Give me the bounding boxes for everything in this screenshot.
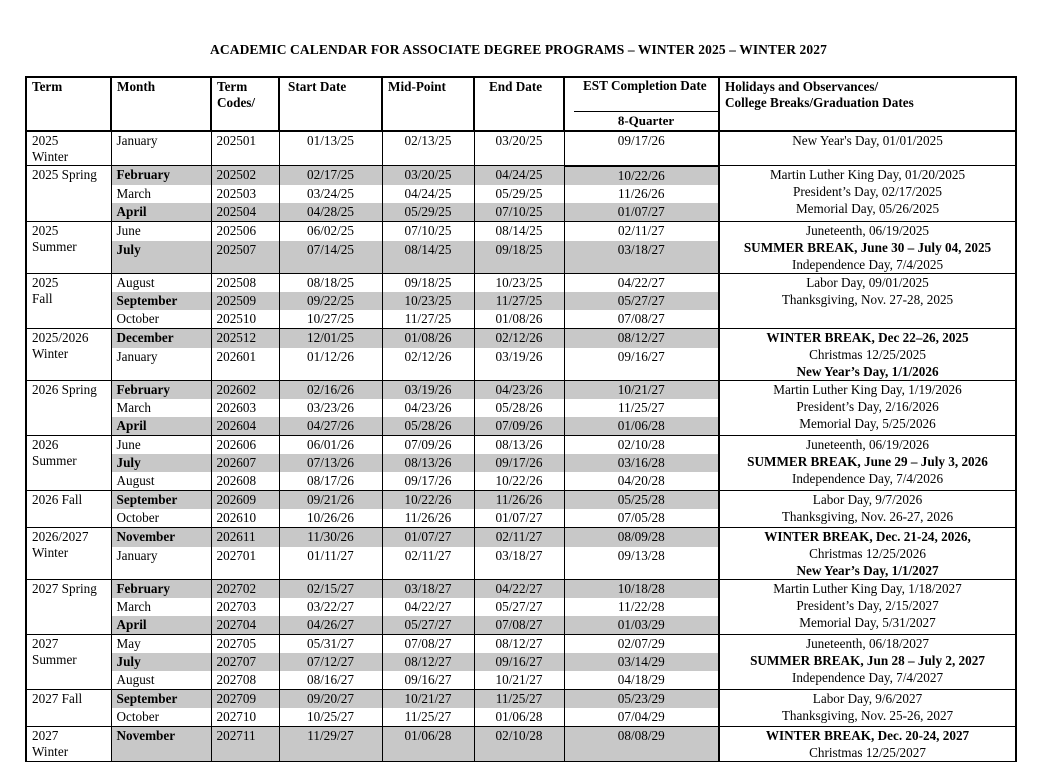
mid-point-cell: 08/14/25 bbox=[382, 241, 474, 273]
term-code-cell: 202504 bbox=[211, 203, 279, 222]
calendar-row bbox=[26, 527, 1016, 547]
term-name-cell bbox=[26, 634, 111, 689]
month-cell: April bbox=[111, 417, 211, 436]
header-holidays bbox=[719, 77, 1016, 131]
est-completion-cell: 07/05/28 bbox=[564, 509, 719, 528]
month-cell: May bbox=[111, 634, 211, 653]
term-code-cell: 202704 bbox=[211, 616, 279, 635]
end-date-cell: 01/07/27 bbox=[474, 509, 564, 528]
term-code-cell: 202606 bbox=[211, 435, 279, 454]
start-date-cell: 12/01/25 bbox=[279, 328, 382, 348]
month-cell: October bbox=[111, 310, 211, 329]
mid-point-cell: 02/11/27 bbox=[382, 547, 474, 579]
term-name-cell bbox=[26, 527, 111, 579]
holiday-line: Memorial Day, 05/26/2025 bbox=[795, 201, 940, 216]
college-break-line: SUMMER BREAK, Jun 28 – July 2, 2027 bbox=[750, 652, 985, 668]
holiday-line: Martin Luther King Day, 1/18/2027 bbox=[773, 580, 962, 596]
end-date-cell: 09/17/26 bbox=[474, 454, 564, 472]
end-date-cell: 04/24/25 bbox=[474, 166, 564, 185]
start-date-cell: 01/13/25 bbox=[279, 131, 382, 166]
holiday-line: Independence Day, 7/4/2026 bbox=[791, 470, 944, 486]
term-code-cell: 202602 bbox=[211, 380, 279, 399]
month-cell: March bbox=[111, 399, 211, 417]
start-date-cell: 07/14/25 bbox=[279, 241, 382, 273]
holidays-cell bbox=[719, 579, 1016, 634]
end-date-cell: 08/13/26 bbox=[474, 435, 564, 454]
mid-point-cell: 09/18/25 bbox=[382, 273, 474, 292]
term-code-cell: 202710 bbox=[211, 708, 279, 727]
calendar-body bbox=[26, 131, 1016, 761]
month-cell: December bbox=[111, 328, 211, 348]
calendar-row bbox=[26, 221, 1016, 241]
mid-point-cell: 07/10/25 bbox=[382, 221, 474, 241]
est-completion-cell: 03/18/27 bbox=[564, 241, 719, 273]
academic-calendar-table bbox=[25, 76, 1017, 762]
month-cell: August bbox=[111, 671, 211, 690]
end-date-cell: 03/19/26 bbox=[474, 348, 564, 380]
start-date-cell: 02/15/27 bbox=[279, 579, 382, 598]
holiday-line: Christmas 12/25/2025 bbox=[809, 346, 926, 362]
term-name-cell bbox=[26, 579, 111, 634]
start-date-cell: 09/21/26 bbox=[279, 490, 382, 509]
holiday-line: Thanksgiving, Nov. 25-26, 2027 bbox=[781, 707, 954, 723]
start-date-cell: 10/26/26 bbox=[279, 509, 382, 528]
calendar-row bbox=[26, 380, 1016, 399]
college-break-line: New Year’s Day, 1/1/2027 bbox=[796, 562, 939, 578]
start-date-cell: 02/17/25 bbox=[279, 166, 382, 185]
start-date-cell: 03/24/25 bbox=[279, 185, 382, 203]
holiday-line: Labor Day, 9/7/2026 bbox=[812, 491, 923, 507]
holiday-line: President’s Day, 02/17/2025 bbox=[793, 184, 942, 199]
holidays-cell bbox=[719, 166, 1016, 222]
holiday-line: Memorial Day, 5/25/2026 bbox=[799, 415, 936, 431]
mid-point-cell: 11/26/26 bbox=[382, 509, 474, 528]
est-completion-cell: 04/18/29 bbox=[564, 671, 719, 690]
holiday-line: Juneteenth, 06/19/2026 bbox=[805, 436, 930, 452]
mid-point-cell: 03/20/25 bbox=[382, 166, 474, 185]
start-date-cell: 04/28/25 bbox=[279, 203, 382, 222]
holiday-line: Labor Day, 9/6/2027 bbox=[812, 690, 923, 706]
calendar-row bbox=[26, 328, 1016, 348]
college-break-line: SUMMER BREAK, June 29 – July 3, 2026 bbox=[747, 453, 988, 469]
holidays-cell bbox=[719, 726, 1016, 761]
term-name-cell bbox=[26, 273, 111, 328]
est-completion-cell: 07/04/29 bbox=[564, 708, 719, 727]
start-date-cell: 03/23/26 bbox=[279, 399, 382, 417]
mid-point-cell: 04/22/27 bbox=[382, 598, 474, 616]
month-cell: January bbox=[111, 547, 211, 579]
mid-point-cell: 08/12/27 bbox=[382, 653, 474, 671]
mid-point-cell: 05/29/25 bbox=[382, 203, 474, 222]
end-date-cell: 11/25/27 bbox=[474, 689, 564, 708]
term-code-cell: 202508 bbox=[211, 273, 279, 292]
est-completion-cell: 11/26/26 bbox=[564, 185, 719, 203]
term-code-cell: 202512 bbox=[211, 328, 279, 348]
month-cell: July bbox=[111, 241, 211, 273]
term-code-cell: 202503 bbox=[211, 185, 279, 203]
college-break-line: WINTER BREAK, Dec 22–26, 2025 bbox=[766, 329, 969, 345]
month-cell: February bbox=[111, 579, 211, 598]
term-code-cell: 202609 bbox=[211, 490, 279, 509]
month-cell: March bbox=[111, 598, 211, 616]
est-completion-cell: 08/09/28 bbox=[564, 527, 719, 547]
term-name-line: Summer bbox=[32, 238, 77, 254]
end-date-cell: 02/12/26 bbox=[474, 328, 564, 348]
header-start-date-label: Start Date bbox=[288, 79, 347, 94]
est-completion-cell: 09/16/27 bbox=[564, 348, 719, 380]
header-end-date-label: End Date bbox=[489, 79, 543, 94]
header-mid-point bbox=[382, 77, 474, 131]
term-code-cell: 202707 bbox=[211, 653, 279, 671]
term-name-cell bbox=[26, 689, 111, 726]
college-break-line: SUMMER BREAK, June 30 – July 04, 2025 bbox=[743, 239, 992, 255]
est-completion-cell: 05/27/27 bbox=[564, 292, 719, 310]
start-date-cell: 06/01/26 bbox=[279, 435, 382, 454]
college-break-line: New Year’s Day, 1/1/2026 bbox=[796, 363, 939, 379]
holiday-line: Independence Day, 7/4/2027 bbox=[791, 669, 944, 685]
start-date-cell: 06/02/25 bbox=[279, 221, 382, 241]
calendar-row bbox=[26, 579, 1016, 598]
term-name-line: Fall bbox=[32, 290, 53, 306]
end-date-cell: 09/16/27 bbox=[474, 653, 564, 671]
start-date-cell: 01/11/27 bbox=[279, 547, 382, 579]
holiday-line: New Year's Day, 01/01/2025 bbox=[792, 133, 943, 148]
mid-point-cell: 02/13/25 bbox=[382, 131, 474, 166]
mid-point-cell: 05/28/26 bbox=[382, 417, 474, 436]
mid-point-cell: 03/19/26 bbox=[382, 380, 474, 399]
end-date-cell: 11/26/26 bbox=[474, 490, 564, 509]
mid-point-cell: 01/08/26 bbox=[382, 328, 474, 348]
holiday-line: President’s Day, 2/16/2026 bbox=[796, 398, 939, 414]
start-date-cell: 08/17/26 bbox=[279, 472, 382, 491]
mid-point-cell: 02/12/26 bbox=[382, 348, 474, 380]
end-date-cell: 01/06/28 bbox=[474, 708, 564, 727]
calendar-row bbox=[26, 273, 1016, 292]
end-date-cell: 05/27/27 bbox=[474, 598, 564, 616]
holidays-cell bbox=[719, 527, 1016, 579]
est-completion-cell: 02/11/27 bbox=[564, 221, 719, 241]
holiday-line: Thanksgiving, Nov. 26-27, 2026 bbox=[781, 508, 954, 524]
est-completion-cell: 02/07/29 bbox=[564, 634, 719, 653]
term-name-line: 2026 Spring bbox=[32, 381, 97, 397]
start-date-cell: 10/27/25 bbox=[279, 310, 382, 329]
est-completion-cell: 04/20/28 bbox=[564, 472, 719, 491]
mid-point-cell: 01/06/28 bbox=[382, 726, 474, 761]
end-date-cell: 02/10/28 bbox=[474, 726, 564, 761]
mid-point-cell: 09/17/26 bbox=[382, 472, 474, 491]
term-name-cell bbox=[26, 380, 111, 435]
holiday-line: President’s Day, 2/15/2027 bbox=[796, 597, 939, 613]
term-name-line: Winter bbox=[32, 544, 69, 560]
mid-point-cell: 01/07/27 bbox=[382, 527, 474, 547]
holiday-line: Christmas 12/25/2026 bbox=[809, 545, 926, 561]
holidays-cell bbox=[719, 328, 1016, 380]
term-name-line: 2025 bbox=[32, 274, 59, 290]
end-date-cell: 10/21/27 bbox=[474, 671, 564, 690]
start-date-cell: 01/12/26 bbox=[279, 348, 382, 380]
term-name-cell bbox=[26, 221, 111, 273]
term-name-line: 2026 Fall bbox=[32, 491, 83, 507]
term-code-cell: 202701 bbox=[211, 547, 279, 579]
mid-point-cell: 07/09/26 bbox=[382, 435, 474, 454]
mid-point-cell: 11/25/27 bbox=[382, 708, 474, 727]
holiday-line: Independence Day, 7/4/2025 bbox=[791, 256, 944, 272]
est-completion-cell: 08/08/29 bbox=[564, 726, 719, 761]
est-completion-cell: 09/17/26 bbox=[564, 131, 719, 166]
end-date-cell: 08/12/27 bbox=[474, 634, 564, 653]
term-name-line: Winter bbox=[32, 149, 69, 164]
term-code-cell: 202607 bbox=[211, 454, 279, 472]
month-cell: January bbox=[111, 131, 211, 166]
start-date-cell: 02/16/26 bbox=[279, 380, 382, 399]
start-date-cell: 08/18/25 bbox=[279, 273, 382, 292]
month-cell: April bbox=[111, 203, 211, 222]
calendar-row bbox=[26, 435, 1016, 454]
est-completion-cell: 10/22/26 bbox=[564, 166, 719, 185]
term-name-cell bbox=[26, 490, 111, 527]
est-completion-cell: 03/14/29 bbox=[564, 653, 719, 671]
header-term-codes bbox=[211, 77, 279, 131]
header-holidays-line2: College Breaks/Graduation Dates bbox=[725, 95, 914, 110]
term-code-cell: 202604 bbox=[211, 417, 279, 436]
term-code-cell: 202708 bbox=[211, 671, 279, 690]
holidays-cell bbox=[719, 273, 1016, 328]
holiday-line: Thanksgiving, Nov. 27-28, 2025 bbox=[781, 291, 954, 307]
end-date-cell: 10/23/25 bbox=[474, 273, 564, 292]
start-date-cell: 05/31/27 bbox=[279, 634, 382, 653]
calendar-row bbox=[26, 634, 1016, 653]
est-completion-cell: 01/06/28 bbox=[564, 417, 719, 436]
holiday-line: Memorial Day, 5/31/2027 bbox=[799, 614, 936, 630]
term-name-cell bbox=[26, 166, 111, 222]
holiday-line: Juneteenth, 06/18/2027 bbox=[805, 635, 930, 651]
est-completion-cell: 05/23/29 bbox=[564, 689, 719, 708]
calendar-row bbox=[26, 689, 1016, 708]
end-date-cell: 04/23/26 bbox=[474, 380, 564, 399]
est-completion-cell: 01/07/27 bbox=[564, 203, 719, 222]
term-code-cell: 202611 bbox=[211, 527, 279, 547]
holiday-line: Martin Luther King Day, 1/19/2026 bbox=[773, 381, 962, 397]
holidays-cell bbox=[719, 689, 1016, 726]
holidays-cell bbox=[719, 380, 1016, 435]
holiday-line: Martin Luther King Day, 01/20/2025 bbox=[769, 167, 966, 182]
header-est-completion bbox=[564, 77, 719, 131]
term-name-line: 2025 bbox=[32, 222, 59, 238]
term-name-line: 2027 Spring bbox=[32, 580, 97, 596]
mid-point-cell: 09/16/27 bbox=[382, 671, 474, 690]
start-date-cell: 11/30/26 bbox=[279, 527, 382, 547]
end-date-cell: 05/29/25 bbox=[474, 185, 564, 203]
holidays-cell bbox=[719, 131, 1016, 166]
mid-point-cell: 11/27/25 bbox=[382, 310, 474, 329]
end-date-cell: 10/22/26 bbox=[474, 472, 564, 491]
term-code-cell: 202705 bbox=[211, 634, 279, 653]
term-name-line: 2026/2027 bbox=[32, 528, 89, 544]
header-term-codes-line2: Codes/ bbox=[217, 95, 256, 110]
end-date-cell: 09/18/25 bbox=[474, 241, 564, 273]
holiday-line: Christmas 12/25/2027 bbox=[809, 744, 926, 760]
est-completion-cell: 01/03/29 bbox=[564, 616, 719, 635]
end-date-cell: 07/09/26 bbox=[474, 417, 564, 436]
term-name-line: Winter bbox=[32, 345, 69, 361]
month-cell: June bbox=[111, 435, 211, 454]
term-name-line: 2026 bbox=[32, 436, 59, 452]
month-cell: July bbox=[111, 454, 211, 472]
start-date-cell: 09/22/25 bbox=[279, 292, 382, 310]
end-date-cell: 07/10/25 bbox=[474, 203, 564, 222]
term-code-cell: 202702 bbox=[211, 579, 279, 598]
mid-point-cell: 04/24/25 bbox=[382, 185, 474, 203]
month-cell: February bbox=[111, 166, 211, 185]
term-name-line: 2025 Spring bbox=[32, 167, 97, 182]
est-completion-cell: 02/10/28 bbox=[564, 435, 719, 454]
est-completion-cell: 10/18/28 bbox=[564, 579, 719, 598]
start-date-cell: 09/20/27 bbox=[279, 689, 382, 708]
calendar-row bbox=[26, 490, 1016, 509]
start-date-cell: 04/27/26 bbox=[279, 417, 382, 436]
page-title: ACADEMIC CALENDAR FOR ASSOCIATE DEGREE PROGRAMS – WINTER 2025 – WINTER 2027 bbox=[210, 42, 827, 57]
month-cell: July bbox=[111, 653, 211, 671]
term-code-cell: 202506 bbox=[211, 221, 279, 241]
month-cell: September bbox=[111, 292, 211, 310]
est-completion-cell: 11/25/27 bbox=[564, 399, 719, 417]
header-est-completion-label: EST Completion Date bbox=[583, 78, 707, 93]
end-date-cell: 04/22/27 bbox=[474, 579, 564, 598]
start-date-cell: 10/25/27 bbox=[279, 708, 382, 727]
holiday-line: Labor Day, 09/01/2025 bbox=[806, 274, 929, 290]
end-date-cell: 03/20/25 bbox=[474, 131, 564, 166]
month-cell: October bbox=[111, 509, 211, 528]
start-date-cell: 07/13/26 bbox=[279, 454, 382, 472]
mid-point-cell: 10/22/26 bbox=[382, 490, 474, 509]
header-mid-point-label: Mid-Point bbox=[388, 79, 446, 94]
term-name-line: 2025 bbox=[32, 133, 59, 148]
term-name-line: Winter bbox=[32, 743, 69, 759]
term-name-line: 2027 bbox=[32, 727, 59, 743]
end-date-cell: 05/28/26 bbox=[474, 399, 564, 417]
mid-point-cell: 08/13/26 bbox=[382, 454, 474, 472]
month-cell: October bbox=[111, 708, 211, 727]
term-code-cell: 202709 bbox=[211, 689, 279, 708]
college-break-line: WINTER BREAK, Dec. 20-24, 2027 bbox=[765, 727, 970, 743]
est-completion-cell: 09/13/28 bbox=[564, 547, 719, 579]
est-completion-cell: 05/25/28 bbox=[564, 490, 719, 509]
end-date-cell: 03/18/27 bbox=[474, 547, 564, 579]
college-break-line: WINTER BREAK, Dec. 21-24, 2026, bbox=[764, 528, 971, 544]
term-name-line: 2027 bbox=[32, 635, 59, 651]
month-cell: November bbox=[111, 527, 211, 547]
month-cell: August bbox=[111, 472, 211, 491]
end-date-cell: 01/08/26 bbox=[474, 310, 564, 329]
holidays-cell bbox=[719, 435, 1016, 490]
month-cell: January bbox=[111, 348, 211, 380]
holidays-cell bbox=[719, 490, 1016, 527]
term-code-cell: 202510 bbox=[211, 310, 279, 329]
month-cell: March bbox=[111, 185, 211, 203]
calendar-row bbox=[26, 726, 1016, 761]
start-date-cell: 04/26/27 bbox=[279, 616, 382, 635]
term-code-cell: 202509 bbox=[211, 292, 279, 310]
term-name-cell bbox=[26, 435, 111, 490]
mid-point-cell: 03/18/27 bbox=[382, 579, 474, 598]
term-name-cell bbox=[26, 328, 111, 380]
month-cell: September bbox=[111, 490, 211, 509]
start-date-cell: 11/29/27 bbox=[279, 726, 382, 761]
term-code-cell: 202502 bbox=[211, 166, 279, 185]
est-completion-cell: 11/22/28 bbox=[564, 598, 719, 616]
mid-point-cell: 07/08/27 bbox=[382, 634, 474, 653]
mid-point-cell: 05/27/27 bbox=[382, 616, 474, 635]
calendar-row bbox=[26, 166, 1016, 185]
header-term-codes-line1: Term bbox=[217, 79, 248, 94]
header-holidays-line1: Holidays and Observances/ bbox=[725, 79, 879, 94]
end-date-cell: 11/27/25 bbox=[474, 292, 564, 310]
header-term: Term bbox=[26, 77, 111, 131]
term-code-cell: 202608 bbox=[211, 472, 279, 491]
mid-point-cell: 04/23/26 bbox=[382, 399, 474, 417]
holiday-line: Juneteenth, 06/19/2025 bbox=[805, 222, 930, 238]
holidays-cell bbox=[719, 221, 1016, 273]
est-completion-cell: 10/21/27 bbox=[564, 380, 719, 399]
est-completion-cell: 08/12/27 bbox=[564, 328, 719, 348]
term-code-cell: 202703 bbox=[211, 598, 279, 616]
header-start-date bbox=[279, 77, 382, 131]
term-code-cell: 202507 bbox=[211, 241, 279, 273]
term-name-line: Summer bbox=[32, 651, 77, 667]
holidays-cell bbox=[719, 634, 1016, 689]
end-date-cell: 08/14/25 bbox=[474, 221, 564, 241]
term-name-line: 2027 Fall bbox=[32, 690, 83, 706]
est-completion-cell: 07/08/27 bbox=[564, 310, 719, 329]
term-name-cell bbox=[26, 131, 111, 166]
month-cell: November bbox=[111, 726, 211, 761]
term-code-cell: 202711 bbox=[211, 726, 279, 761]
term-name-line: Summer bbox=[32, 452, 77, 468]
term-code-cell: 202610 bbox=[211, 509, 279, 528]
term-name-cell bbox=[26, 726, 111, 761]
month-cell: August bbox=[111, 273, 211, 292]
est-completion-cell: 03/16/28 bbox=[564, 454, 719, 472]
header-row bbox=[26, 77, 1016, 131]
end-date-cell: 07/08/27 bbox=[474, 616, 564, 635]
month-cell: April bbox=[111, 616, 211, 635]
month-cell: June bbox=[111, 221, 211, 241]
end-date-cell: 02/11/27 bbox=[474, 527, 564, 547]
header-end-date bbox=[474, 77, 564, 131]
term-code-cell: 202603 bbox=[211, 399, 279, 417]
header-month: Month bbox=[111, 77, 211, 131]
start-date-cell: 07/12/27 bbox=[279, 653, 382, 671]
term-code-cell: 202501 bbox=[211, 131, 279, 166]
start-date-cell: 03/22/27 bbox=[279, 598, 382, 616]
term-code-cell: 202601 bbox=[211, 348, 279, 380]
term-name-line: 2025/2026 bbox=[32, 329, 89, 345]
mid-point-cell: 10/23/25 bbox=[382, 292, 474, 310]
start-date-cell: 08/16/27 bbox=[279, 671, 382, 690]
est-completion-cell: 04/22/27 bbox=[564, 273, 719, 292]
calendar-row bbox=[26, 131, 1016, 166]
mid-point-cell: 10/21/27 bbox=[382, 689, 474, 708]
header-est-subheader: 8-Quarter bbox=[574, 111, 718, 130]
month-cell: September bbox=[111, 689, 211, 708]
month-cell: February bbox=[111, 380, 211, 399]
